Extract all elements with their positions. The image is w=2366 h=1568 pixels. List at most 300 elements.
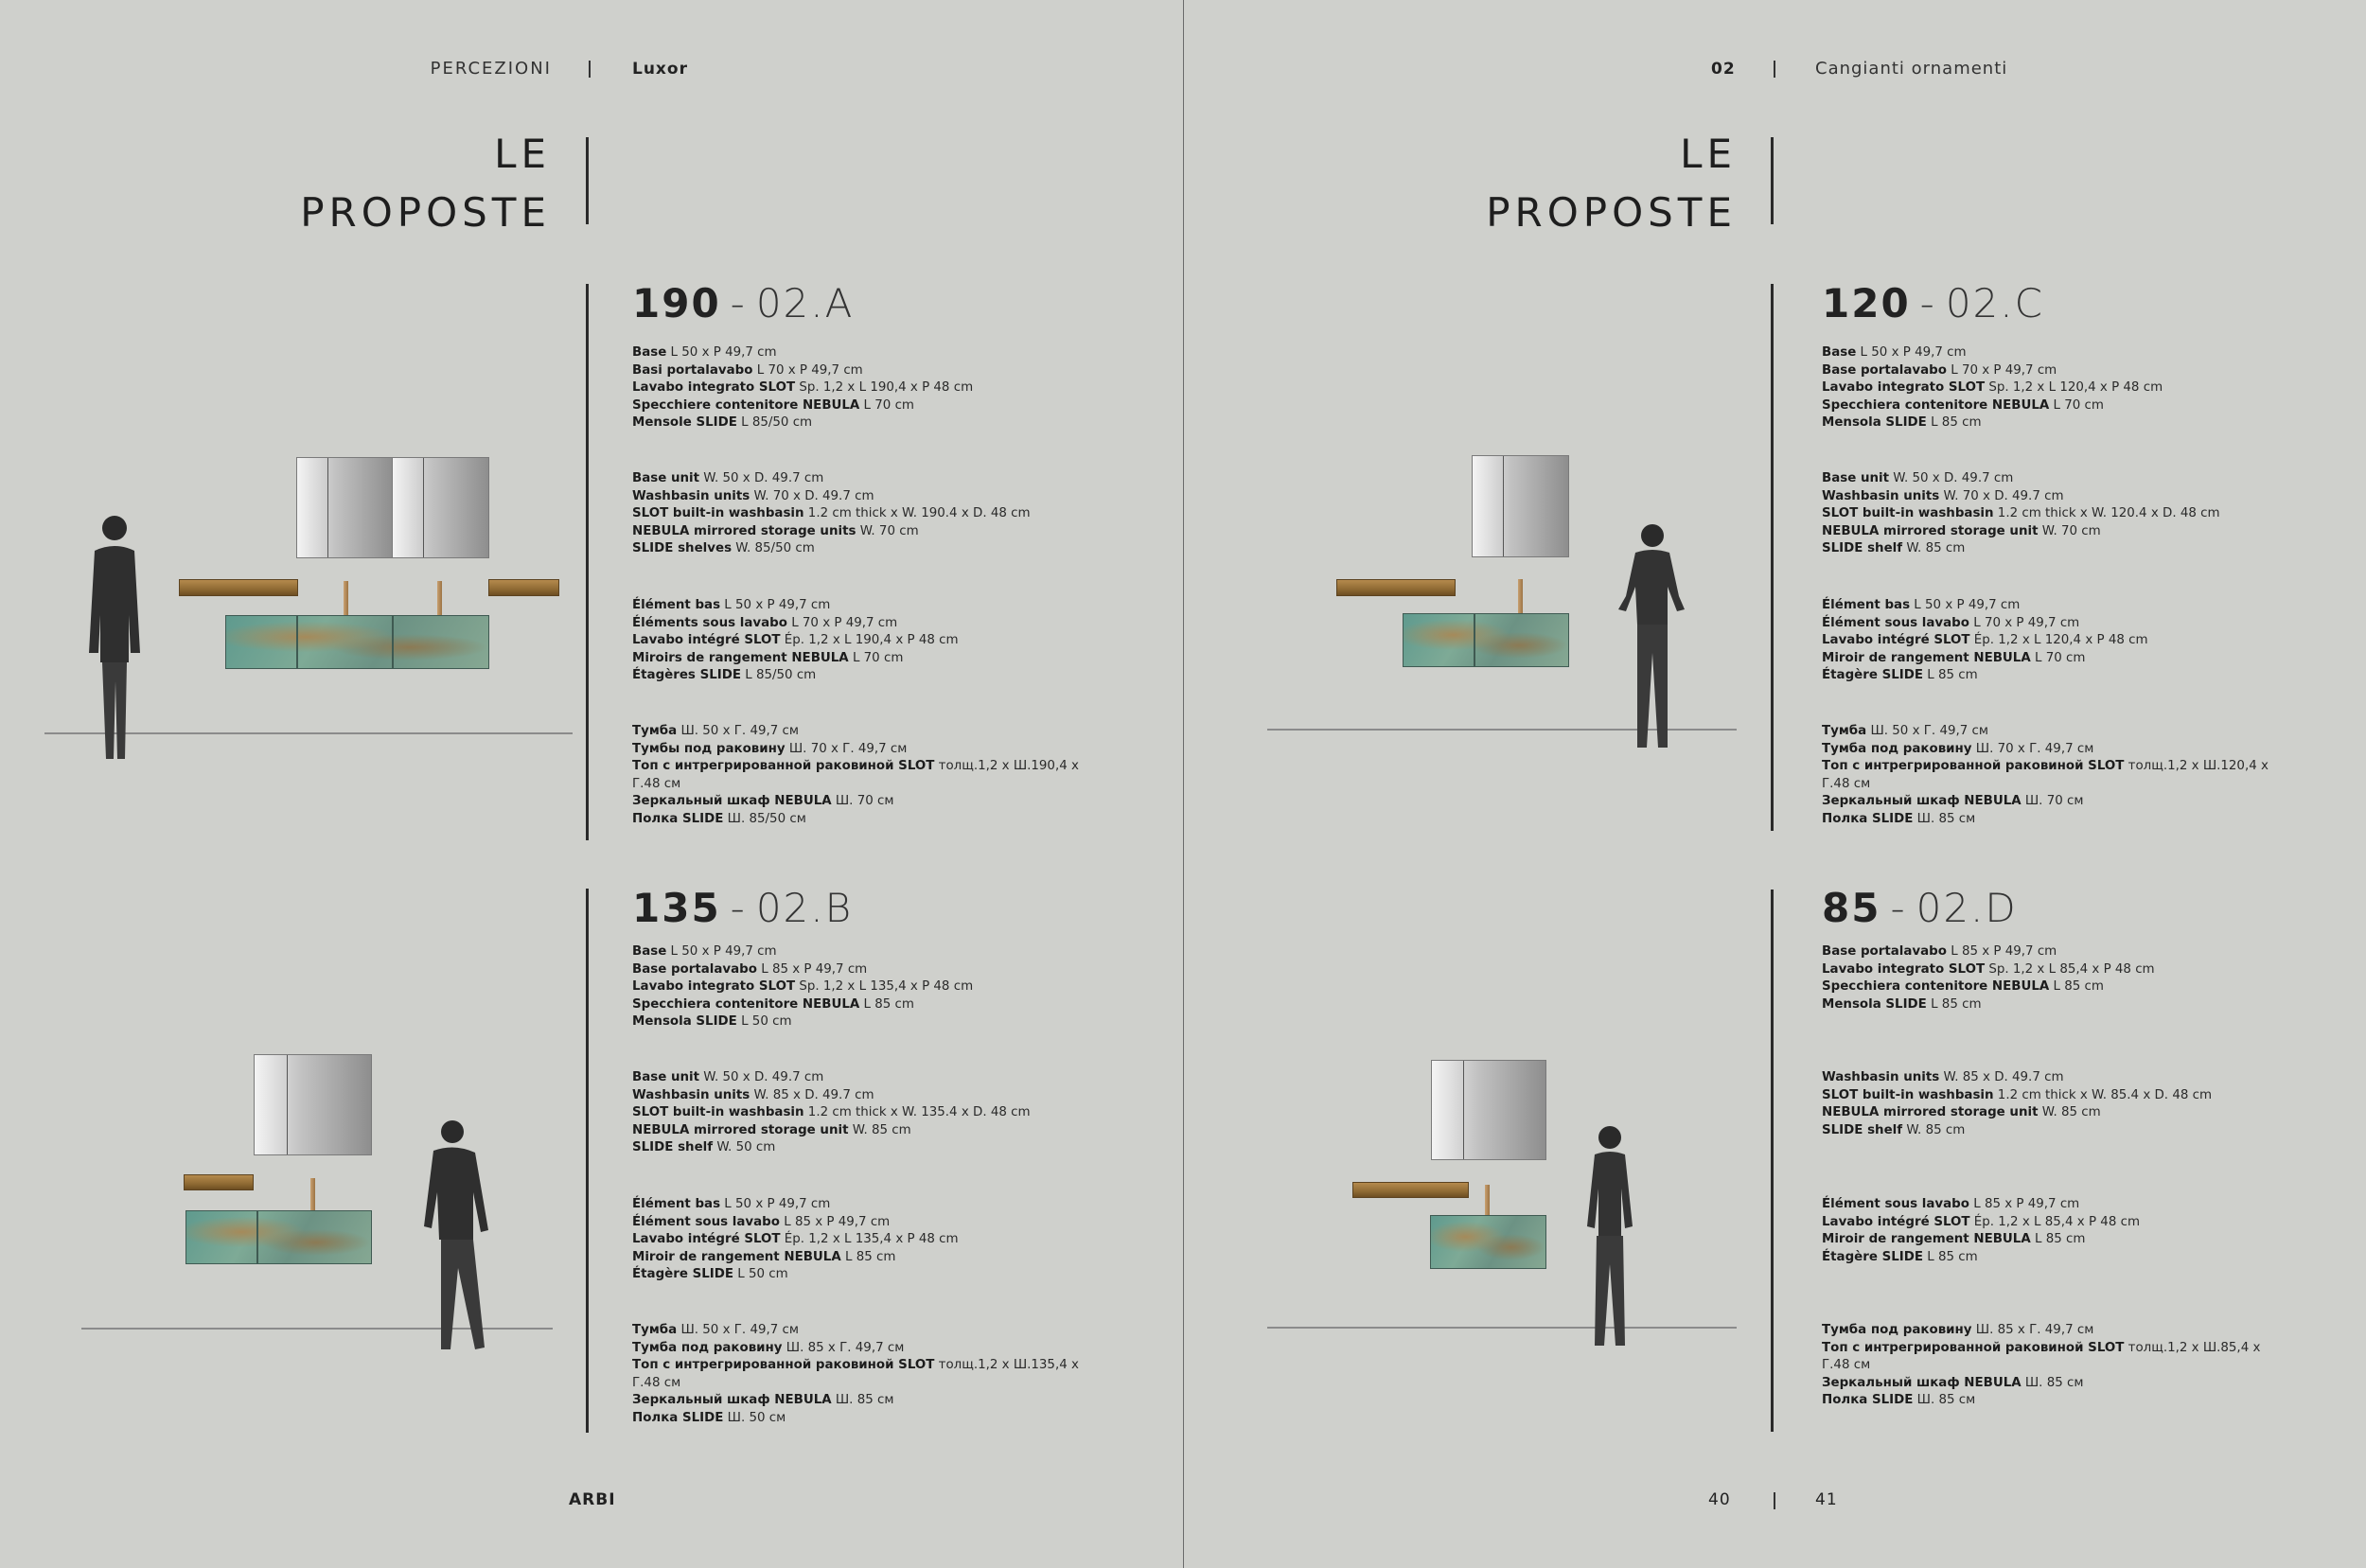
spec-line [632, 1139, 1086, 1157]
faucet [437, 581, 442, 615]
proposal-d-spec-fr [1822, 1196, 2276, 1266]
spec-line [632, 961, 1086, 979]
spec-item-dimensions: толщ.1,2 x Ш.135,4 x Г.48 см [632, 1358, 1079, 1390]
spec-line [632, 943, 1086, 961]
spec-item-name: SLIDE shelf [1822, 1122, 1903, 1137]
spec-item-dimensions: L 50 cm [736, 1014, 792, 1030]
spec-item-dimensions: W. 85 x D. 49.7 cm [1939, 1070, 2064, 1084]
title-bar [586, 137, 589, 224]
spec-item-dimensions: Ш. 50 x Г. 49,7 см [677, 724, 799, 738]
spec-line [632, 1392, 1086, 1410]
proposal-b-code: 02.B [755, 885, 854, 931]
page-title-line2: PROPOSTE [1486, 189, 1737, 236]
spec-line [632, 540, 1086, 558]
mirror-cabinet [392, 457, 489, 558]
spec-line [1822, 1249, 2276, 1267]
spec-item-name: NEBULA mirrored storage unit [1822, 523, 2039, 538]
spec-item-dimensions: W. 85 cm [1902, 541, 1966, 556]
spec-item-name: Lavabo integrato SLOT [1822, 380, 1986, 396]
spec-item-name: Specchiera contenitore NEBULA [632, 996, 860, 1012]
spec-item-dimensions: L 50 x P 49,7 cm [720, 598, 831, 612]
spec-line [632, 1214, 1086, 1232]
spec-item-name: Élément bas [632, 1197, 721, 1211]
spec-item-dimensions: W. 50 x D. 49.7 cm [699, 1070, 824, 1084]
spec-item-name: Mensole SLIDE [632, 415, 737, 431]
spec-line [632, 1231, 1086, 1249]
spec-item-name: Зеркальный шкаф NEBULA [632, 1393, 832, 1408]
spec-line [632, 1322, 1086, 1340]
spec-line [1822, 811, 2276, 829]
spec-line [632, 1122, 1086, 1140]
spec-item-dimensions: 1.2 cm thick x W. 120.4 x D. 48 cm [1993, 506, 2220, 521]
spec-item-name: Полка SLIDE [1822, 811, 1914, 826]
spec-item-dimensions: L 70 cm [859, 397, 914, 413]
spec-item-name: Miroir de rangement NEBULA [1822, 1232, 2031, 1247]
spec-item-name: Lavabo intégré SLOT [1822, 1214, 1970, 1229]
spec-item-dimensions: L 50 x P 49,7 cm [1856, 345, 1967, 360]
shelf [1336, 579, 1456, 596]
spec-item-dimensions: L 70 x P 49,7 cm [786, 615, 898, 630]
spec-line [1822, 1231, 2276, 1249]
spec-item-dimensions: Sp. 1,2 x L 120,4 x P 48 cm [1985, 380, 2163, 396]
proposal-d-bar [1771, 890, 1774, 1432]
spec-item-dimensions: 1.2 cm thick x W. 85.4 x D. 48 cm [1993, 1087, 2213, 1102]
faucet [310, 1178, 315, 1210]
spec-line [1822, 1340, 2276, 1375]
spec-item-name: Miroir de rangement NEBULA [632, 1249, 841, 1264]
spec-item-dimensions: W. 70 cm [2038, 523, 2101, 538]
footer-brand: ARBI [569, 1490, 616, 1509]
mirror-cabinet [1431, 1060, 1546, 1160]
spec-line [1822, 793, 2276, 811]
person-figure-icon [1609, 520, 1696, 757]
spec-item-dimensions: Ép. 1,2 x L 120,4 x P 48 cm [1969, 633, 2148, 648]
proposal-c-bar [1771, 284, 1774, 831]
spec-item-name: Miroir de rangement NEBULA [1822, 650, 2031, 665]
spec-item-name: Зеркальный шкаф NEBULA [632, 794, 832, 809]
mirror-cabinet [254, 1054, 372, 1155]
spec-item-dimensions: W. 70 cm [856, 523, 919, 538]
spec-line [632, 758, 1086, 793]
spec-item-name: Washbasin units [1822, 488, 1940, 503]
spec-item-dimensions: L 85 cm [1923, 1249, 1978, 1264]
spec-item-dimensions: W. 85 x D. 49.7 cm [750, 1087, 874, 1102]
spec-item-dimensions: L 85 cm [840, 1249, 896, 1264]
spec-item-name: Lavabo integrato SLOT [632, 979, 796, 995]
proposal-b-spec-it [632, 943, 1086, 1031]
spec-item-dimensions: L 85/50 cm [741, 668, 817, 683]
spec-item-name: Зеркальный шкаф NEBULA [1822, 1375, 2022, 1390]
spec-line [1822, 615, 2276, 633]
spec-item-dimensions: Sp. 1,2 x L 190,4 x P 48 cm [795, 380, 974, 396]
spec-line [632, 1104, 1086, 1122]
spec-line [1822, 978, 2276, 996]
spec-item-dimensions: Ш. 85 x Г. 49,7 см [1971, 1323, 2094, 1337]
proposal-d-spec-en [1822, 1069, 2276, 1139]
proposal-d-code: 02.D [1916, 885, 2018, 931]
spec-item-dimensions: Ш. 70 x Г. 49,7 см [785, 741, 908, 756]
proposal-c-heading: 120 - 02.C [1822, 280, 2044, 326]
spec-item-name: Washbasin units [632, 1087, 750, 1102]
title-bar [1771, 137, 1774, 224]
spec-line [632, 344, 1086, 362]
person-figure-icon [1574, 1122, 1646, 1353]
spec-item-name: Élément bas [632, 598, 721, 612]
spec-item-name: SLIDE shelves [632, 541, 733, 556]
spec-item-name: Élément sous lavabo [632, 1214, 780, 1229]
spec-item-dimensions: L 70 cm [2049, 397, 2104, 413]
faucet [1518, 579, 1523, 613]
spec-item-dimensions: Sp. 1,2 x L 85,4 x P 48 cm [1985, 961, 2155, 977]
spec-item-name: Base [1822, 345, 1857, 360]
spec-item-name: Lavabo integrato SLOT [1822, 961, 1986, 977]
spec-line [1822, 1122, 2276, 1140]
spec-item-name: NEBULA mirrored storage unit [632, 1122, 849, 1137]
proposal-a-spec-fr [632, 597, 1086, 685]
shelf [1352, 1182, 1469, 1198]
page-number-left: 40 [1708, 1490, 1731, 1509]
spec-item-name: Base unit [632, 1070, 700, 1084]
spec-item-dimensions: W. 85 cm [2038, 1105, 2101, 1120]
proposal-c-size: 120 [1822, 280, 1911, 326]
proposal-c-spec-fr [1822, 597, 2276, 685]
proposal-d-spec-ru [1822, 1322, 2276, 1410]
spec-line [1822, 1196, 2276, 1214]
spec-item-dimensions: Ш. 50 x Г. 49,7 см [1866, 724, 1988, 738]
spec-item-name: Élément sous lavabo [1822, 1197, 1969, 1211]
proposal-c-spec-ru [1822, 723, 2276, 829]
spec-item-dimensions: L 85 x P 49,7 cm [1969, 1197, 2080, 1211]
spec-item-dimensions: L 70 x P 49,7 cm [1969, 615, 2080, 630]
spec-item-dimensions: Ш. 85 см [1913, 811, 1976, 826]
spec-line [1822, 1375, 2276, 1393]
spec-item-name: Base portalavabo [1822, 362, 1947, 378]
spec-item-dimensions: L 85 x P 49,7 cm [756, 961, 868, 977]
proposal-a-spec-it [632, 344, 1086, 432]
spec-item-dimensions: L 50 x P 49,7 cm [666, 345, 777, 360]
spec-item-name: SLOT built-in washbasin [1822, 1087, 1994, 1102]
spec-item-dimensions: L 50 x P 49,7 cm [1910, 598, 2021, 612]
spec-item-dimensions: L 85 x P 49,7 cm [1946, 944, 2057, 959]
faucet [1485, 1185, 1490, 1215]
spec-item-name: Washbasin units [632, 488, 750, 503]
spec-item-dimensions: L 50 x P 49,7 cm [666, 944, 777, 959]
spec-item-dimensions: L 70 cm [848, 650, 904, 665]
spec-item-name: Élément sous lavabo [1822, 615, 1969, 630]
proposal-b-spec-ru [632, 1322, 1086, 1428]
spec-line [632, 1357, 1086, 1392]
spec-item-name: Lavabo integrato SLOT [632, 380, 796, 396]
page-title-line1: LE [1680, 131, 1737, 177]
spec-item-dimensions: L 70 x P 49,7 cm [1946, 362, 2057, 378]
spec-line [632, 505, 1086, 523]
spec-item-name: Mensola SLIDE [632, 1014, 737, 1030]
spec-line [1822, 540, 2276, 558]
spec-item-name: Тумба под раковину [1822, 741, 1972, 756]
spec-item-dimensions: Ép. 1,2 x L 85,4 x P 48 cm [1969, 1214, 2141, 1229]
page-title [300, 125, 551, 242]
page-title [1486, 125, 1737, 242]
spec-line [1822, 650, 2276, 668]
spec-item-name: Lavabo intégré SLOT [1822, 633, 1970, 648]
spec-line [632, 1196, 1086, 1214]
spec-line [1822, 741, 2276, 759]
spec-item-name: SLOT built-in washbasin [632, 1105, 804, 1120]
proposal-a-heading: 190 - 02.A [632, 280, 855, 326]
header-divider [589, 61, 591, 78]
spec-item-dimensions: W. 50 x D. 49.7 cm [1889, 471, 2014, 485]
spec-item-name: Топ с интрегрированной раковиной SLOT [632, 759, 935, 774]
spec-item-dimensions: толщ.1,2 x Ш.120,4 x Г.48 см [1822, 759, 2269, 791]
spec-line [632, 470, 1086, 488]
spec-line [632, 978, 1086, 996]
spec-line [632, 632, 1086, 650]
spec-line [632, 650, 1086, 668]
spec-item-dimensions: W. 85/50 cm [732, 541, 815, 556]
proposal-c-spec-en [1822, 470, 2276, 558]
spec-item-dimensions: L 85 x P 49,7 cm [779, 1214, 891, 1229]
spec-line [1822, 723, 2276, 741]
spec-item-name: Élément bas [1822, 598, 1911, 612]
spec-item-dimensions: 1.2 cm thick x W. 190.4 x D. 48 cm [803, 506, 1031, 521]
spec-line [1822, 961, 2276, 979]
proposal-a-spec-ru [632, 723, 1086, 829]
spec-item-dimensions: толщ.1,2 x Ш.190,4 x Г.48 см [632, 759, 1079, 791]
spec-item-name: Топ с интрегрированной раковиной SLOT [1822, 1340, 2125, 1355]
spec-item-name: Étagère SLIDE [1822, 1249, 1924, 1264]
shelf [179, 579, 298, 596]
proposal-b-size: 135 [632, 885, 721, 931]
spec-line [1822, 379, 2276, 397]
spec-item-name: Тумба под раковину [632, 1340, 783, 1355]
spec-item-dimensions: L 85 cm [2030, 1232, 2086, 1247]
header-section: PERCEZIONI [430, 59, 552, 79]
spec-item-dimensions: W. 70 x D. 49.7 cm [1939, 488, 2064, 503]
spec-line [632, 1340, 1086, 1358]
spec-line [1822, 1322, 2276, 1340]
spec-item-dimensions: Ép. 1,2 x L 190,4 x P 48 cm [780, 633, 959, 648]
spec-item-dimensions: L 50 cm [733, 1267, 788, 1282]
spec-item-name: Mensola SLIDE [1822, 415, 1927, 431]
proposal-a-bar [586, 284, 589, 840]
spec-item-name: Lavabo intégré SLOT [632, 1232, 781, 1247]
proposal-c-spec-it [1822, 344, 2276, 432]
spec-item-name: Топ с интрегрированной раковиной SLOT [1822, 759, 2125, 774]
spec-item-name: Base unit [632, 471, 700, 485]
shelf [488, 579, 559, 596]
spec-item-dimensions: Ш. 85/50 см [723, 811, 806, 826]
spec-item-dimensions: толщ.1,2 x Ш.85,4 x Г.48 см [1822, 1340, 2261, 1373]
spec-item-name: Base unit [1822, 471, 1890, 485]
spec-item-name: Тумбы под раковину [632, 741, 786, 756]
spec-line [1822, 758, 2276, 793]
spec-line [632, 523, 1086, 541]
vanity-cabinet [185, 1210, 372, 1264]
spec-item-dimensions: W. 50 cm [713, 1140, 776, 1155]
spec-item-dimensions: L 85 cm [1923, 668, 1978, 683]
page-number-right: 41 [1815, 1490, 1838, 1509]
vanity-cabinet [1430, 1215, 1546, 1269]
spec-item-dimensions: Ш. 85 см [831, 1393, 894, 1408]
spec-item-name: Base portalavabo [632, 961, 757, 977]
spec-line [1822, 632, 2276, 650]
shelf [184, 1174, 254, 1190]
spec-line [1822, 414, 2276, 432]
spec-item-dimensions: L 50 x P 49,7 cm [720, 1197, 831, 1211]
spec-item-dimensions: Ш. 50 см [723, 1410, 786, 1425]
spec-item-name: Miroirs de rangement NEBULA [632, 650, 849, 665]
spec-item-dimensions: Ш. 70 см [831, 794, 894, 809]
faucet [344, 581, 348, 615]
spec-item-name: Basi portalavabo [632, 362, 753, 378]
spec-line [632, 379, 1086, 397]
spec-item-name: NEBULA mirrored storage units [632, 523, 856, 538]
spec-item-name: Топ с интрегрированной раковиной SLOT [632, 1358, 935, 1373]
spec-item-name: Полка SLIDE [632, 811, 724, 826]
mirror-cabinet [1472, 455, 1569, 557]
spec-item-dimensions: L 70 cm [2030, 650, 2086, 665]
spec-item-name: SLIDE shelf [1822, 541, 1903, 556]
spec-item-name: SLOT built-in washbasin [1822, 506, 1994, 521]
spec-item-dimensions: W. 50 x D. 49.7 cm [699, 471, 824, 485]
spec-item-dimensions: L 85 cm [1926, 996, 1982, 1012]
spec-item-name: Тумба под раковину [1822, 1323, 1972, 1337]
proposal-c-code: 02.C [1945, 280, 2044, 326]
spec-line [632, 793, 1086, 811]
spec-item-dimensions: W. 85 cm [1902, 1122, 1966, 1137]
spec-item-name: Тумба [632, 1323, 678, 1337]
page-title-line1: LE [494, 131, 551, 177]
proposal-a-code: 02.A [755, 280, 855, 326]
spec-item-dimensions: L 85 cm [1926, 415, 1982, 431]
spec-item-name: Lavabo intégré SLOT [632, 633, 781, 648]
spec-line [1822, 1104, 2276, 1122]
proposal-a-size: 190 [632, 280, 721, 326]
spec-line [632, 996, 1086, 1014]
spec-item-dimensions: Ép. 1,2 x L 135,4 x P 48 cm [780, 1232, 959, 1247]
spec-line [1822, 1214, 2276, 1232]
spec-item-dimensions: W. 85 cm [848, 1122, 911, 1137]
proposal-d-size: 85 [1822, 885, 1881, 931]
spec-line [632, 1410, 1086, 1428]
spec-line [1822, 943, 2276, 961]
spec-item-name: Étagère SLIDE [1822, 668, 1924, 683]
spec-line [1822, 344, 2276, 362]
mirror-cabinet [296, 457, 394, 558]
spec-item-name: Зеркальный шкаф NEBULA [1822, 794, 2022, 809]
spec-item-name: NEBULA mirrored storage unit [1822, 1105, 2039, 1120]
spec-item-dimensions: 1.2 cm thick x W. 135.4 x D. 48 cm [803, 1105, 1031, 1120]
spec-item-name: Base portalavabo [1822, 944, 1947, 959]
spec-line [632, 615, 1086, 633]
header-chapter-number: 02 [1711, 60, 1736, 79]
spec-line [1822, 362, 2276, 380]
spec-line [632, 723, 1086, 741]
spec-item-dimensions: Ш. 85 x Г. 49,7 см [782, 1340, 905, 1355]
spec-line [1822, 597, 2276, 615]
spec-line [632, 1266, 1086, 1284]
spec-item-name: Тумба [1822, 724, 1867, 738]
spec-item-dimensions: Ш. 85 см [1913, 1393, 1976, 1408]
spec-line [632, 1069, 1086, 1087]
proposal-b-heading: 135 - 02.B [632, 885, 854, 931]
spec-line [1822, 996, 2276, 1014]
header-divider [1774, 61, 1775, 78]
spec-line [1822, 523, 2276, 541]
header-collection: Luxor [632, 60, 688, 79]
spec-item-name: Specchiere contenitore NEBULA [632, 397, 860, 413]
person-figure-icon [74, 511, 155, 765]
proposal-b-bar [586, 889, 589, 1433]
spec-line [1822, 1087, 2276, 1105]
spec-line [1822, 1392, 2276, 1410]
spec-item-name: SLOT built-in washbasin [632, 506, 804, 521]
spec-line [1822, 505, 2276, 523]
spec-line [1822, 470, 2276, 488]
spec-item-dimensions: L 85 cm [859, 996, 914, 1012]
spec-item-name: Base [632, 944, 667, 959]
spec-line [632, 414, 1086, 432]
spec-item-name: Washbasin units [1822, 1070, 1940, 1084]
page-title-line2: PROPOSTE [300, 189, 551, 236]
spec-item-dimensions: Ш. 70 см [2021, 794, 2084, 809]
spec-line [632, 1087, 1086, 1105]
header-chapter-title: Cangianti ornamenti [1815, 59, 2008, 79]
spec-line [1822, 397, 2276, 415]
spec-item-dimensions: Ш. 70 x Г. 49,7 см [1971, 741, 2094, 756]
right-page [1184, 0, 2366, 1568]
spec-line [632, 488, 1086, 506]
spec-item-name: Base [632, 345, 667, 360]
spec-item-dimensions: Ш. 50 x Г. 49,7 см [677, 1323, 799, 1337]
spec-item-name: Étagères SLIDE [632, 668, 741, 683]
spec-line [632, 1013, 1086, 1031]
spec-item-dimensions: W. 70 x D. 49.7 cm [750, 488, 874, 503]
proposal-d-spec-it [1822, 943, 2276, 1013]
spec-item-name: Полка SLIDE [632, 1410, 724, 1425]
spec-item-dimensions: Sp. 1,2 x L 135,4 x P 48 cm [795, 979, 974, 995]
spec-line [1822, 667, 2276, 685]
spec-item-name: Mensola SLIDE [1822, 996, 1927, 1012]
spec-item-name: Specchiera contenitore NEBULA [1822, 979, 2050, 995]
spec-line [632, 811, 1086, 829]
person-figure-icon [416, 1117, 511, 1355]
spec-item-name: Étagère SLIDE [632, 1267, 734, 1282]
spec-line [632, 397, 1086, 415]
spec-item-name: Тумба [632, 724, 678, 738]
proposal-a-spec-en [632, 470, 1086, 558]
footer-divider [1774, 1492, 1775, 1509]
proposal-d-heading: 85 - 02.D [1822, 885, 2018, 931]
spec-line [1822, 1069, 2276, 1087]
spec-line [632, 1249, 1086, 1267]
proposal-b-spec-en [632, 1069, 1086, 1157]
spec-line [632, 741, 1086, 759]
spec-item-name: SLIDE shelf [632, 1140, 714, 1155]
spec-item-dimensions: L 70 x P 49,7 cm [752, 362, 863, 378]
spec-item-dimensions: L 85/50 cm [736, 415, 813, 431]
spec-item-dimensions: L 85 cm [2049, 979, 2104, 995]
spec-item-name: Specchiera contenitore NEBULA [1822, 397, 2050, 413]
spec-item-name: Полка SLIDE [1822, 1393, 1914, 1408]
vanity-cabinet [1403, 613, 1569, 667]
vanity-cabinet [225, 615, 489, 669]
spec-line [1822, 488, 2276, 506]
proposal-b-spec-fr [632, 1196, 1086, 1284]
spec-line [632, 667, 1086, 685]
spec-item-dimensions: Ш. 85 см [2021, 1375, 2084, 1390]
spec-line [632, 362, 1086, 380]
